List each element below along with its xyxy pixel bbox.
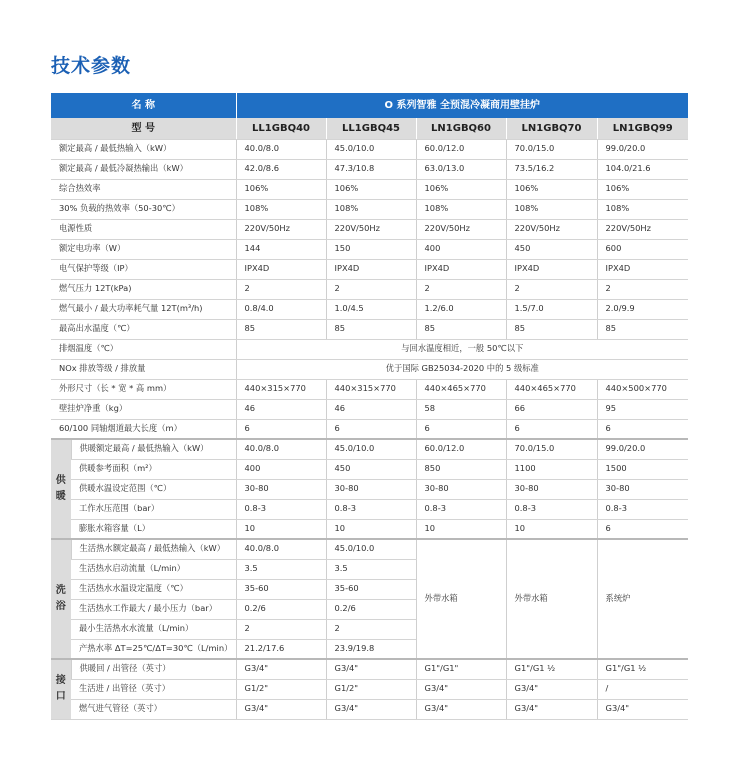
spec-value: 46 — [236, 399, 326, 419]
spec-value-merged: 优于国际 GB25034-2020 中的 5 级标准 — [236, 359, 688, 379]
spec-label: 生活热水启动流量（L/min） — [71, 559, 236, 579]
spec-value: 60.0/12.0 — [416, 139, 506, 159]
spec-label: 电气保护等级（IP） — [51, 259, 236, 279]
spec-row — [51, 139, 688, 159]
spec-value: IPX4D — [416, 259, 506, 279]
spec-value: 30-80 — [326, 479, 416, 499]
spec-value: 3.5 — [236, 559, 326, 579]
spec-value: 45.0/10.0 — [326, 139, 416, 159]
spec-label: 电源性质 — [51, 219, 236, 239]
spec-value: 40.0/8.0 — [236, 539, 326, 559]
spec-value: G3/4" — [506, 699, 597, 719]
spec-value: 0.8-3 — [597, 499, 688, 519]
spec-value: 108% — [597, 199, 688, 219]
spec-row — [51, 539, 688, 559]
spec-value: 6 — [597, 419, 688, 439]
spec-row — [51, 159, 688, 179]
spec-value: 440×315×770 — [326, 379, 416, 399]
spec-value: 1500 — [597, 459, 688, 479]
spec-value-merged: 外带水箱 — [506, 539, 597, 659]
model-header: LL1GBQ40 — [236, 118, 326, 139]
spec-value: 10 — [416, 519, 506, 539]
spec-label: 60/100 同轴烟道最大长度（m） — [51, 419, 236, 439]
spec-label: 额定电功率（W） — [51, 239, 236, 259]
spec-value: 85 — [236, 319, 326, 339]
spec-value: 6 — [506, 419, 597, 439]
section-char: 暖 — [55, 491, 66, 502]
model-header: LN1GBQ70 — [506, 118, 597, 139]
spec-value: 10 — [236, 519, 326, 539]
spec-value: G1"/G1" — [416, 659, 506, 679]
spec-value: 400 — [236, 459, 326, 479]
section-char: 接 — [55, 675, 66, 687]
spec-row — [51, 679, 688, 699]
spec-label: 产热水率 ΔT=25℃/ΔT=30℃（L/min） — [71, 639, 236, 659]
spec-label: 最高出水温度（℃） — [51, 319, 236, 339]
spec-value: 2 — [416, 279, 506, 299]
spec-value: / — [597, 679, 688, 699]
spec-value: 0.8-3 — [236, 499, 326, 519]
spec-value: 440×500×770 — [597, 379, 688, 399]
spec-value: 220V/50Hz — [326, 219, 416, 239]
spec-row — [51, 279, 688, 299]
spec-value: 47.3/10.8 — [326, 159, 416, 179]
spec-value: 6 — [326, 419, 416, 439]
spec-row — [51, 519, 688, 539]
spec-value: 106% — [326, 179, 416, 199]
spec-value: 60.0/12.0 — [416, 439, 506, 459]
spec-value: 108% — [506, 199, 597, 219]
spec-label: 供暖水温设定范围（℃） — [71, 479, 236, 499]
spec-table — [51, 93, 688, 720]
spec-label: 燃气进气管径（英寸） — [71, 699, 236, 719]
spec-value: 2.0/9.9 — [597, 299, 688, 319]
spec-value: 21.2/17.6 — [236, 639, 326, 659]
spec-label: 额定最高 / 最低冷凝热输出（kW） — [51, 159, 236, 179]
spec-value: 0.2/6 — [236, 599, 326, 619]
section-char: 浴 — [55, 601, 66, 612]
spec-value: 1.2/6.0 — [416, 299, 506, 319]
spec-value: 85 — [597, 319, 688, 339]
spec-value: IPX4D — [236, 259, 326, 279]
spec-value: 108% — [416, 199, 506, 219]
spec-row — [51, 299, 688, 319]
series-name: O 系列智雅 全预混冷凝商用壁挂炉 — [236, 93, 688, 118]
spec-label: 燃气最小 / 最大功率耗气量 12T(m³/h) — [51, 299, 236, 319]
model-header: LL1GBQ45 — [326, 118, 416, 139]
spec-value: IPX4D — [326, 259, 416, 279]
model-header: LN1GBQ60 — [416, 118, 506, 139]
spec-label: 工作水压范围（bar） — [71, 499, 236, 519]
spec-value: 2 — [506, 279, 597, 299]
spec-value: 63.0/13.0 — [416, 159, 506, 179]
spec-value: 85 — [506, 319, 597, 339]
spec-row — [51, 339, 688, 359]
spec-value: 10 — [506, 519, 597, 539]
spec-value: G1/2" — [326, 679, 416, 699]
spec-value: 144 — [236, 239, 326, 259]
spec-value: 95 — [597, 399, 688, 419]
spec-value: 58 — [416, 399, 506, 419]
spec-value: 70.0/15.0 — [506, 139, 597, 159]
header-row-name — [51, 93, 688, 118]
spec-value: 2 — [236, 619, 326, 639]
spec-value: 106% — [416, 179, 506, 199]
section-label — [51, 659, 71, 719]
spec-row — [51, 259, 688, 279]
spec-label: 额定最高 / 最低热输入（kW） — [51, 139, 236, 159]
spec-value: 30-80 — [506, 479, 597, 499]
spec-value: 450 — [506, 239, 597, 259]
spec-value: 6 — [236, 419, 326, 439]
spec-value: 73.5/16.2 — [506, 159, 597, 179]
spec-value: 30-80 — [236, 479, 326, 499]
spec-value: 46 — [326, 399, 416, 419]
spec-value: 99.0/20.0 — [597, 139, 688, 159]
spec-value-merged: 系统炉 — [597, 539, 688, 659]
spec-value: IPX4D — [597, 259, 688, 279]
model-label: 型 号 — [51, 118, 236, 139]
spec-label: 供暖参考面积（m²） — [71, 459, 236, 479]
spec-value: 85 — [326, 319, 416, 339]
section-label — [51, 439, 71, 539]
spec-label: 生活进 / 出管径（英寸） — [71, 679, 236, 699]
spec-value: 70.0/15.0 — [506, 439, 597, 459]
section-label — [51, 539, 71, 659]
name-label: 名 称 — [51, 93, 236, 118]
spec-value: 10 — [326, 519, 416, 539]
spec-value: 104.0/21.6 — [597, 159, 688, 179]
spec-value: 99.0/20.0 — [597, 439, 688, 459]
spec-value: G3/4" — [326, 659, 416, 679]
spec-label: 30% 负载的热效率（50-30℃） — [51, 199, 236, 219]
spec-row — [51, 479, 688, 499]
spec-value: 220V/50Hz — [597, 219, 688, 239]
spec-value: 600 — [597, 239, 688, 259]
spec-value: 400 — [416, 239, 506, 259]
spec-value: 35-60 — [236, 579, 326, 599]
spec-row — [51, 239, 688, 259]
spec-value: 106% — [597, 179, 688, 199]
spec-value: 0.2/6 — [326, 599, 416, 619]
spec-value: 0.8-3 — [416, 499, 506, 519]
spec-row — [51, 379, 688, 399]
spec-value: 108% — [236, 199, 326, 219]
spec-value: 30-80 — [597, 479, 688, 499]
spec-value: 2 — [236, 279, 326, 299]
spec-value: 40.0/8.0 — [236, 139, 326, 159]
spec-label: 供暖回 / 出管径（英寸） — [71, 659, 236, 679]
spec-value: 30-80 — [416, 479, 506, 499]
spec-value: 2 — [326, 279, 416, 299]
spec-label: 排烟温度（℃） — [51, 339, 236, 359]
spec-label: 壁挂炉净重（kg） — [51, 399, 236, 419]
spec-row — [51, 699, 688, 719]
spec-value: 45.0/10.0 — [326, 539, 416, 559]
spec-row — [51, 359, 688, 379]
spec-value: 440×465×770 — [506, 379, 597, 399]
spec-value: 106% — [506, 179, 597, 199]
spec-value: G1"/G1 ½ — [597, 659, 688, 679]
spec-value: 35-60 — [326, 579, 416, 599]
page-title: 技术参数 — [51, 55, 132, 77]
spec-row — [51, 179, 688, 199]
spec-value: 85 — [416, 319, 506, 339]
spec-value: 6 — [597, 519, 688, 539]
spec-value: 1.0/4.5 — [326, 299, 416, 319]
spec-value: 850 — [416, 459, 506, 479]
spec-value: 40.0/8.0 — [236, 439, 326, 459]
spec-row — [51, 419, 688, 439]
spec-value: G1"/G1 ½ — [506, 659, 597, 679]
spec-value: 220V/50Hz — [416, 219, 506, 239]
spec-value: 0.8-3 — [326, 499, 416, 519]
spec-row — [51, 319, 688, 339]
spec-value: G1/2" — [236, 679, 326, 699]
spec-value: 0.8-3 — [506, 499, 597, 519]
spec-value: 3.5 — [326, 559, 416, 579]
spec-label: 供暖额定最高 / 最低热输入（kW） — [71, 439, 236, 459]
spec-row — [51, 219, 688, 239]
spec-value: 220V/50Hz — [506, 219, 597, 239]
spec-value: 440×465×770 — [416, 379, 506, 399]
spec-label: 生活热水水温设定温度（℃） — [71, 579, 236, 599]
spec-value: 42.0/8.6 — [236, 159, 326, 179]
spec-value: G3/4" — [326, 699, 416, 719]
header-row-model — [51, 118, 688, 139]
model-header: LN1GBQ99 — [597, 118, 688, 139]
spec-value: 440×315×770 — [236, 379, 326, 399]
spec-label: 生活热水工作最大 / 最小压力（bar） — [71, 599, 236, 619]
spec-value: G3/4" — [236, 659, 326, 679]
spec-row — [51, 199, 688, 219]
spec-value: G3/4" — [597, 699, 688, 719]
spec-label: 综合热效率 — [51, 179, 236, 199]
section-char: 洗 — [55, 585, 66, 596]
spec-value: 450 — [326, 459, 416, 479]
spec-label: 生活热水额定最高 / 最低热输入（kW） — [71, 539, 236, 559]
spec-value: 6 — [416, 419, 506, 439]
section-char: 供 — [55, 475, 66, 486]
spec-value: 1.5/7.0 — [506, 299, 597, 319]
section-char: 口 — [55, 691, 66, 703]
spec-label: 外形尺寸（长 * 宽 * 高 mm） — [51, 379, 236, 399]
spec-value: 2 — [326, 619, 416, 639]
spec-value: G3/4" — [416, 679, 506, 699]
spec-value: 2 — [597, 279, 688, 299]
spec-value: 0.8/4.0 — [236, 299, 326, 319]
spec-value: G3/4" — [236, 699, 326, 719]
spec-value-merged: 外带水箱 — [416, 539, 506, 659]
spec-row — [51, 659, 688, 679]
spec-label: NOx 排放等级 / 排放量 — [51, 359, 236, 379]
spec-value: 150 — [326, 239, 416, 259]
spec-value: G3/4" — [416, 699, 506, 719]
spec-row — [51, 459, 688, 479]
spec-value: 23.9/19.8 — [326, 639, 416, 659]
spec-value: 66 — [506, 399, 597, 419]
spec-value: G3/4" — [506, 679, 597, 699]
spec-value-merged: 与回水温度相近，一般 50℃以下 — [236, 339, 688, 359]
spec-row — [51, 499, 688, 519]
spec-value: IPX4D — [506, 259, 597, 279]
spec-label: 燃气压力 12T(kPa) — [51, 279, 236, 299]
spec-label: 膨胀水箱容量（L） — [71, 519, 236, 539]
spec-value: 45.0/10.0 — [326, 439, 416, 459]
spec-value: 108% — [326, 199, 416, 219]
spec-value: 220V/50Hz — [236, 219, 326, 239]
spec-row — [51, 439, 688, 459]
spec-value: 1100 — [506, 459, 597, 479]
spec-label: 最小生活热水水流量（L/min） — [71, 619, 236, 639]
spec-row — [51, 399, 688, 419]
spec-value: 106% — [236, 179, 326, 199]
